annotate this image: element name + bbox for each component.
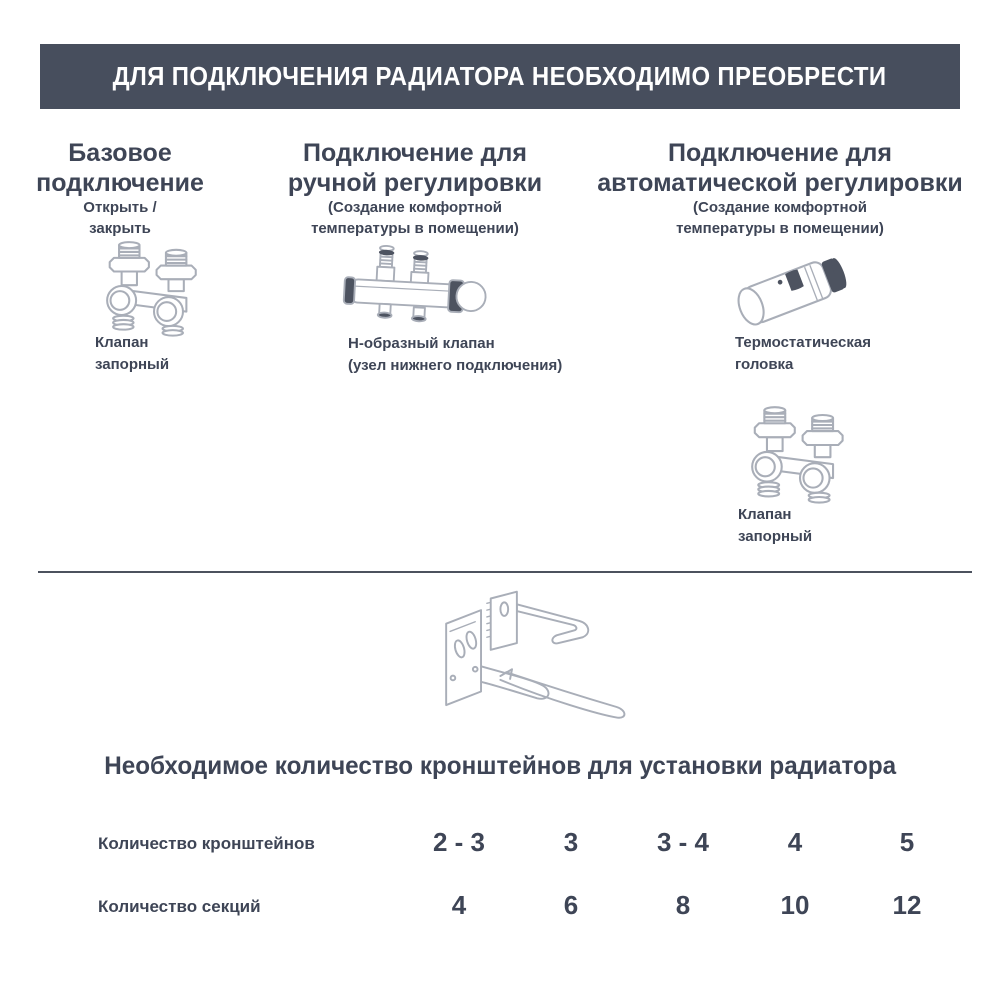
section-count-cell: 12 [892, 890, 922, 920]
section-count-cell: 10 [780, 890, 810, 920]
header-banner [40, 44, 960, 109]
header-title: ДЛЯ ПОДКЛЮЧЕНИЯ РАДИАТОРА НЕОБХОДИМО ПРЕОБРЕСТИ [113, 61, 887, 91]
column-title-line: ручной регулировки [287, 169, 543, 197]
column-title-line: Подключение для [303, 139, 527, 167]
bracket-count-cell: 3 [563, 827, 579, 857]
column-title-line: автоматической регулировки [597, 169, 963, 197]
bracket-count-cell: 5 [899, 827, 915, 857]
row-label-sections: Количество секций [98, 897, 261, 916]
column-subtitle [585, 197, 975, 239]
shutoff-valve-illustration [725, 405, 875, 505]
column-automatic-regulation [585, 138, 980, 573]
section-count-cell: 6 [563, 890, 579, 920]
column-title-line: Подключение для [668, 139, 892, 167]
section-count-cell: 8 [675, 890, 691, 920]
caption-line: Клапан [738, 506, 792, 523]
column-subtitle-line: Открыть / [83, 199, 157, 216]
column-subtitle-line: (Создание комфортной [693, 199, 867, 216]
shutoff-valve-illustration [80, 240, 228, 338]
column-subtitle-line: температуры в помещении) [676, 220, 884, 237]
bracket-count-cell: 4 [787, 827, 803, 857]
column-subtitle-line: закрыть [89, 220, 151, 237]
h-valve-illustration [340, 242, 490, 334]
item-caption [348, 333, 562, 377]
column-manual-regulation [285, 138, 563, 573]
column-subtitle-line: (Создание комфортной [328, 199, 502, 216]
caption-line: (узел нижнего подключения) [348, 357, 563, 374]
column-subtitle [285, 197, 545, 239]
column-title [10, 138, 230, 198]
column-subtitle [10, 197, 230, 239]
column-subtitle-line: температуры в помещении) [311, 220, 519, 237]
column-basic-connection [0, 138, 280, 573]
bracket-count-cell: 3 - 4 [656, 827, 710, 857]
bracket-table-title: Необходимое количество кронштейнов для установки радиатора [104, 752, 896, 780]
mounting-brackets-illustration [388, 583, 638, 738]
bracket-count-cell: 2 - 3 [432, 827, 486, 857]
bracket-table-title-wrap [0, 752, 1000, 781]
caption-line: запорный [95, 356, 170, 373]
caption-line: Н-образный клапан [348, 335, 495, 352]
section-count-cell: 4 [451, 890, 467, 920]
thermostatic-head-illustration [725, 248, 865, 328]
caption-line: Клапан [95, 334, 149, 351]
column-title-line: подключение [36, 169, 204, 197]
caption-line: запорный [738, 528, 813, 545]
row-label-brackets: Количество кронштейнов [98, 834, 315, 853]
item-caption [95, 332, 169, 376]
column-title [285, 138, 545, 198]
section-divider [38, 571, 972, 573]
column-title [585, 138, 975, 198]
caption-line: головка [735, 356, 794, 373]
item-caption [738, 504, 812, 548]
item-caption [735, 332, 871, 376]
column-title-line: Базовое [68, 139, 172, 167]
bracket-count-section [0, 752, 1000, 980]
caption-line: Термостатическая [735, 334, 871, 351]
